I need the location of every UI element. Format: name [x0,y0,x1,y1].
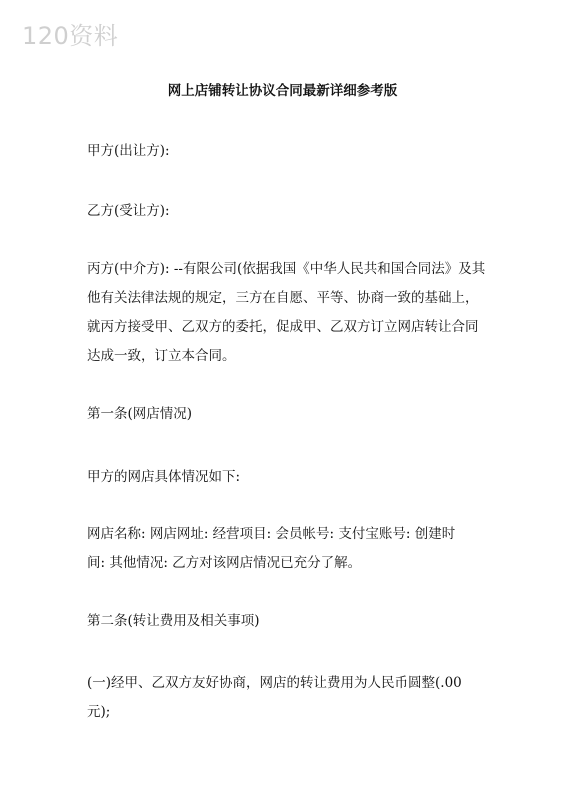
article-2-item-1: (一)经甲、乙双方友好协商，网店的转让费用为人民币圆整(.00 元); [87,675,462,720]
store-info-line: 网店名称: 网店网址: 经营项目: 会员帐号: 支付宝账号: 创建时 [87,526,456,542]
party-b-line: 乙方(受让方): [87,203,170,219]
party-c-line: 他有关法律法规的规定，三方在自愿、平等、协商一致的基础上， [87,290,479,306]
store-info-line: 间: 其他情况: 乙方对该网店情况已充分了解。 [87,555,362,571]
document-title: 网上店铺转让协议合同最新详细参考版 [167,83,398,99]
party-c-paragraph [87,255,487,371]
article-1-heading: 第一条(网店情况) [87,406,193,422]
article-1-intro: 甲方的网店具体情况如下: [87,469,241,485]
store-info-paragraph [87,520,487,578]
party-c-line: 丙方(中介方): --有限公司(依据我国《中华人民共和国合同法》及其 [87,261,486,277]
party-a-line: 甲方(出让方): [87,143,170,159]
party-c-line: 达成一致，订立本合同。 [87,348,236,364]
party-c-line: 就丙方接受甲、乙双方的委托，促成甲、乙双方订立网店转让合同 [87,319,479,335]
watermark-logo: 120资料 [22,22,119,50]
article-2-heading: 第二条(转让费用及相关事项) [87,613,260,629]
